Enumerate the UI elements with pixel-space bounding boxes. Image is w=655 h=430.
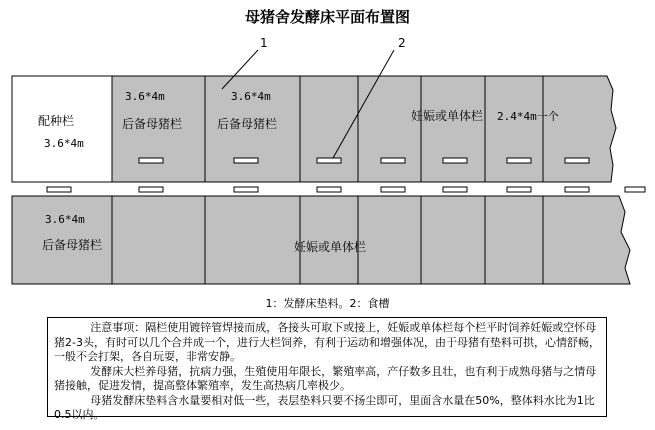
- notes-paragraph-3: 母猪发酵床垫料含水量要相对低一些，表层垫料只要不扬尘即可，里面含水量在50%，整体料水比为1比0.5以内。: [54, 393, 595, 421]
- diagram-title: 母猪舍发酵床平面布置图: [244, 8, 410, 26]
- callout-2-number: 2: [398, 36, 406, 50]
- breeding-pen: [12, 76, 112, 182]
- breeding-pen-size: 3.6*4m: [44, 137, 84, 150]
- bottom-reserve-pen-label: 后备母猪栏: [42, 238, 103, 252]
- trough: [507, 158, 531, 163]
- notes-paragraph-2: 发酵床大栏养母猪，抗病力强，生殖使用年限长，繁殖率高，产仔数多且壮，也有利于成熟母猪与之情母猪接触，促进发情，提高整体繁殖率，发生高热病几率极少。: [54, 364, 597, 392]
- callout-1-number: 1: [260, 36, 268, 50]
- reserve-pen-2-size: 3.6*4m: [231, 90, 271, 103]
- trough: [507, 187, 531, 192]
- trough: [234, 158, 258, 163]
- trough: [443, 187, 467, 192]
- aisle-troughs: [47, 187, 645, 192]
- top-gestation-label: 妊娠或单体栏: [411, 109, 484, 123]
- breeding-pen-label: 配种栏: [38, 114, 75, 128]
- reserve-pen-1-label: 后备母猪栏: [122, 117, 183, 131]
- top-gestation-size: 2.4*4m一个: [497, 110, 559, 123]
- trough: [139, 158, 163, 163]
- legend-caption: 1：发酵床垫料。2：食槽: [265, 297, 390, 310]
- trough: [565, 158, 589, 163]
- trough: [443, 158, 467, 163]
- reserve-pen-2-label: 后备母猪栏: [217, 117, 278, 131]
- trough: [139, 187, 163, 192]
- bottom-gestation-label: 妊娠或单体栏: [294, 240, 367, 254]
- trough: [625, 187, 645, 192]
- trough: [317, 187, 341, 192]
- bottom-reserve-pen-size: 3.6*4m: [45, 213, 85, 226]
- notes-box: [47, 317, 607, 421]
- trough: [565, 187, 589, 192]
- notes-paragraph-1: 注意事项：隔栏使用镀锌管焊接而成，各接头可取下或接上，妊娠或单体栏每个栏平时饲养妊娠或空怀母猪2-3头，有时可以几个合并成一个，进行大栏饲养，有利于运动和增强体况，由于母猪有垫料可拱，心情舒畅，一般不会打架，各自玩耍，非常安静。: [54, 321, 600, 363]
- reserve-pen-1-size: 3.6*4m: [125, 90, 165, 103]
- trough: [234, 187, 258, 192]
- trough: [317, 158, 341, 163]
- trough: [381, 158, 405, 163]
- trough: [381, 187, 405, 192]
- trough: [47, 187, 71, 192]
